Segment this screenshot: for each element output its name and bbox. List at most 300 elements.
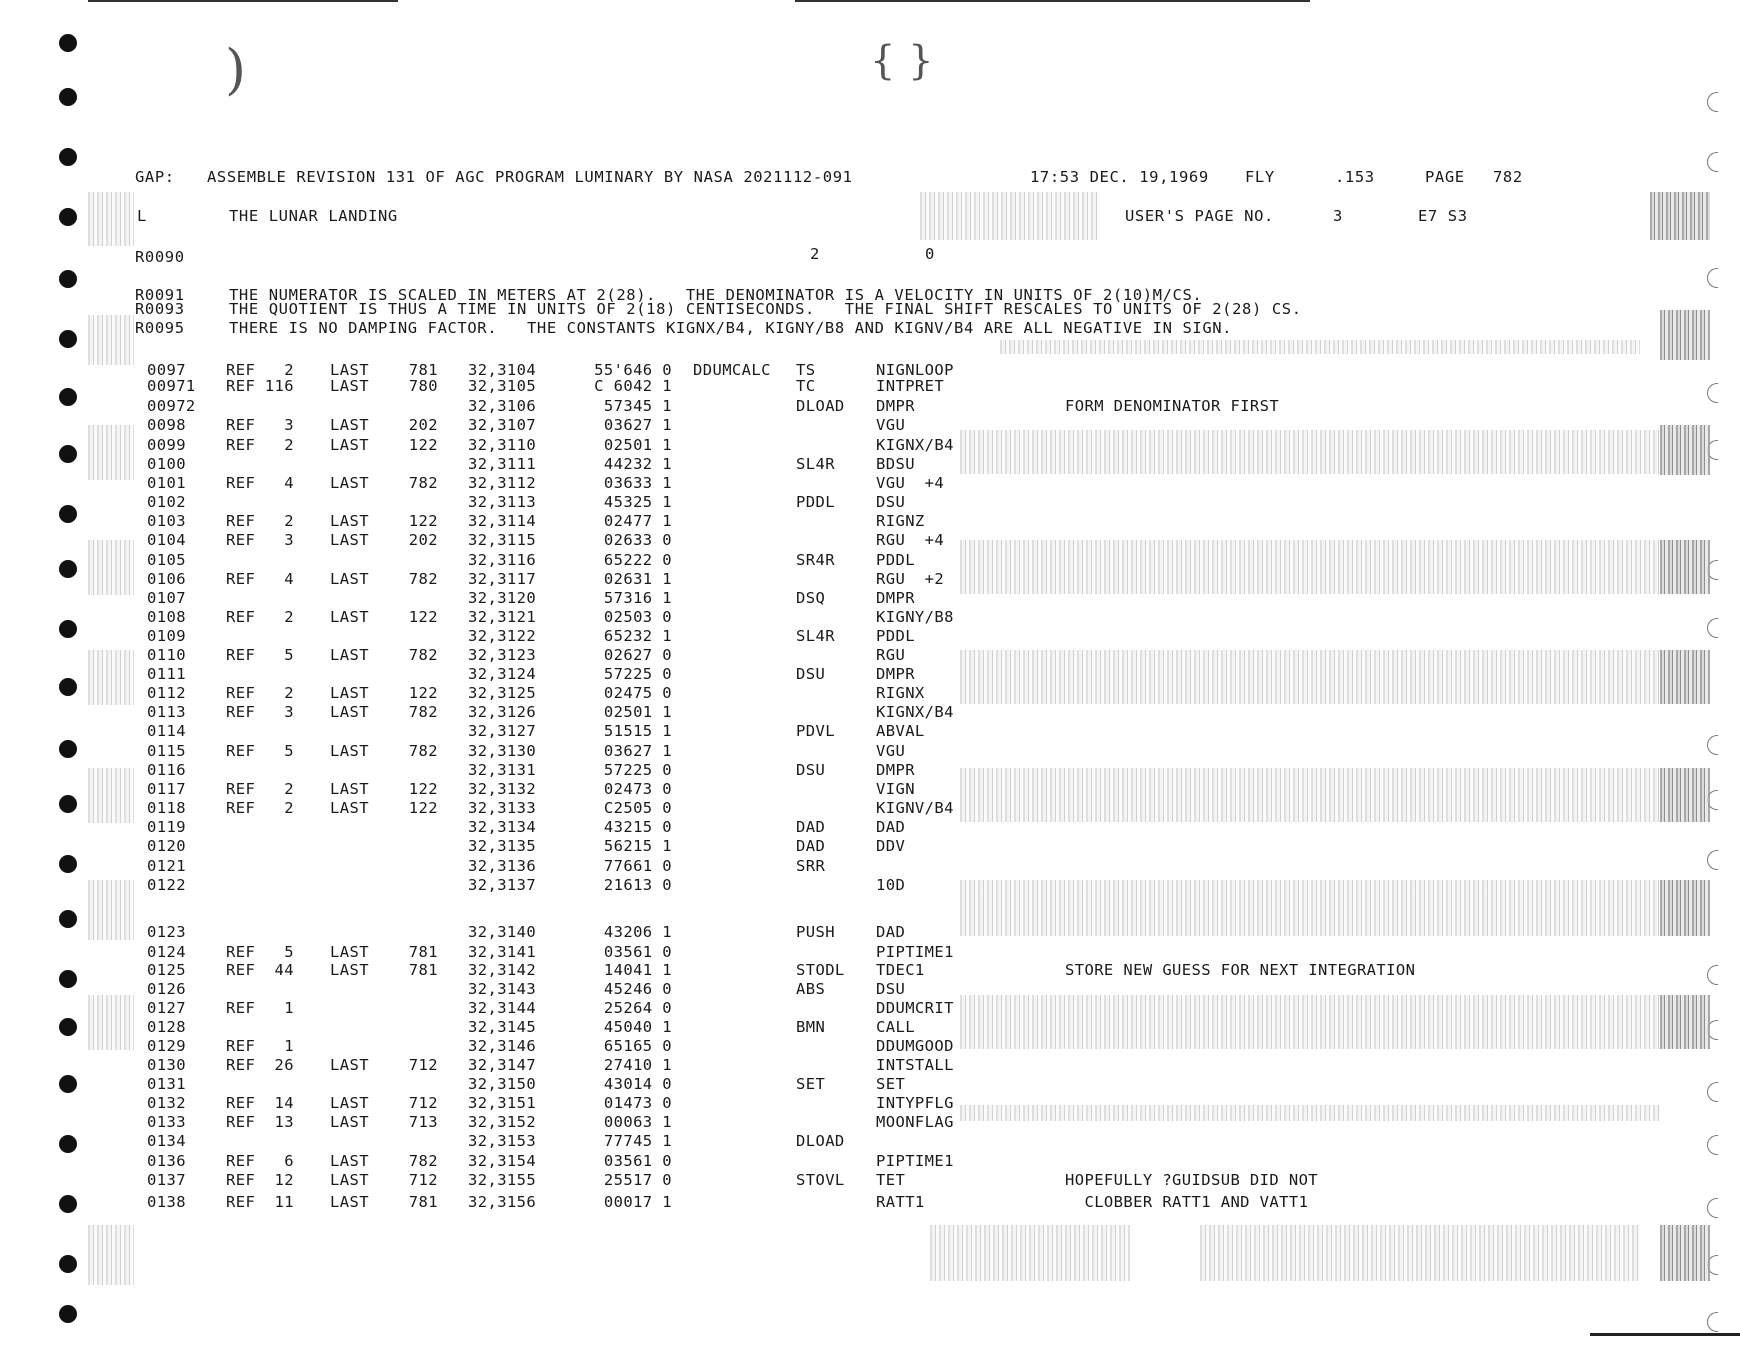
cell-seq: 0102 [147, 493, 186, 511]
cell-seq: 0136 [147, 1152, 186, 1170]
cell-lastn: 122 [408, 608, 438, 626]
cell-ref: REF [226, 961, 256, 979]
cell-op: SL4R [796, 627, 835, 645]
cell-code: 03561 0 [603, 943, 672, 961]
cell-cmt: STORE NEW GUESS FOR NEXT INTEGRATION [1065, 961, 1416, 979]
cell-seq: 0107 [147, 589, 186, 607]
cell-seq: 0109 [147, 627, 186, 645]
cell-lastn: 782 [408, 646, 438, 664]
cell-arg: RIGNZ [876, 512, 925, 530]
users-page-suffix: E7 S3 [1418, 207, 1468, 225]
cell-arg: KIGNY/B8 [876, 608, 954, 626]
cell-seq: 0097 [147, 361, 186, 379]
cell-op: STOVL [796, 1171, 845, 1189]
cell-addr: 32,3135 [468, 837, 537, 855]
scan-noise [1660, 310, 1710, 360]
cell-seq: 0127 [147, 999, 186, 1017]
fly-number: .153 [1335, 168, 1375, 186]
cell-arg: DMPR [876, 665, 915, 683]
cell-code: 00017 1 [603, 1193, 672, 1211]
cell-code: 02501 1 [603, 436, 672, 454]
cell-seq: 0126 [147, 980, 186, 998]
listing-row [0, 436, 1740, 455]
section-letter: L [137, 207, 147, 225]
cell-addr: 32,3121 [468, 608, 537, 626]
cell-refn: 6 [284, 1152, 294, 1170]
cell-last: LAST [330, 943, 369, 961]
cell-seq: 0134 [147, 1132, 186, 1150]
listing-row [0, 627, 1740, 646]
cell-refn: 11 [274, 1193, 294, 1211]
binder-hole [59, 208, 77, 226]
remark-id: R0090 [135, 248, 185, 266]
listing-row [0, 703, 1740, 722]
listing-row [0, 722, 1740, 741]
cell-addr: 32,3140 [468, 923, 537, 941]
cell-op: SR4R [796, 551, 835, 569]
cell-arg: CALL [876, 1018, 915, 1036]
cell-op: DLOAD [796, 397, 845, 415]
listing-row [0, 818, 1740, 837]
cell-seq: 0113 [147, 703, 186, 721]
cell-addr: 32,3132 [468, 780, 537, 798]
cell-arg: DMPR [876, 761, 915, 779]
listing-row [0, 665, 1740, 684]
cell-last: LAST [330, 1056, 369, 1074]
cell-op: SRR [796, 857, 826, 875]
cell-arg: VIGN [876, 780, 915, 798]
cell-addr: 32,3105 [468, 377, 537, 395]
cell-addr: 32,3150 [468, 1075, 537, 1093]
cell-arg: RGU +2 [876, 570, 945, 588]
listing-row [0, 1075, 1740, 1094]
cell-arg: DMPR [876, 589, 915, 607]
cell-last: LAST [330, 570, 369, 588]
cell-code: 57225 0 [603, 665, 672, 683]
cell-last: LAST [330, 799, 369, 817]
cell-refn: 2 [284, 608, 294, 626]
cell-arg: DDUMGOOD [876, 1037, 954, 1055]
cell-refn: 2 [284, 436, 294, 454]
cell-arg: TET [876, 1171, 906, 1189]
listing-row [0, 531, 1740, 550]
cell-last: LAST [330, 436, 369, 454]
listing-row [0, 684, 1740, 703]
listing-row [0, 1132, 1740, 1151]
cell-code: 01473 0 [603, 1094, 672, 1112]
cell-seq: 0104 [147, 531, 186, 549]
cell-op: DAD [796, 837, 826, 855]
listing-row [0, 397, 1740, 416]
cell-ref: REF [226, 780, 256, 798]
cell-addr: 32,3152 [468, 1113, 537, 1131]
cell-ref: REF [226, 608, 256, 626]
cell-code: 44232 1 [603, 455, 672, 473]
cell-addr: 32,3104 [468, 361, 537, 379]
binder-hole [59, 88, 77, 106]
cell-ref: REF [226, 1037, 256, 1055]
cell-seq: 0123 [147, 923, 186, 941]
cell-arg: SET [876, 1075, 906, 1093]
cell-code: 03561 0 [603, 1152, 672, 1170]
cell-seq: 0112 [147, 684, 186, 702]
cell-lastn: 712 [408, 1094, 438, 1112]
cell-seq: 0101 [147, 474, 186, 492]
page-label: PAGE [1425, 168, 1465, 186]
listing-row [0, 589, 1740, 608]
listing-row [0, 416, 1740, 435]
cell-last: LAST [330, 531, 369, 549]
cell-seq: 0119 [147, 818, 186, 836]
cell-refn: 2 [284, 512, 294, 530]
cell-arg: PDDL [876, 551, 915, 569]
cell-last: LAST [330, 703, 369, 721]
cell-cmt: FORM DENOMINATOR FIRST [1065, 397, 1280, 415]
listing-row [0, 1018, 1740, 1037]
cell-seq: 0103 [147, 512, 186, 530]
cell-lastn: 782 [408, 570, 438, 588]
cell-refn: 2 [284, 780, 294, 798]
remark-id: R0095 [135, 319, 185, 337]
listing-row [0, 493, 1740, 512]
cell-code: 21613 0 [603, 876, 672, 894]
cell-code: 02473 0 [603, 780, 672, 798]
cell-lastn: 781 [408, 961, 438, 979]
listing-row [0, 1152, 1740, 1171]
cell-refn: 3 [284, 703, 294, 721]
cell-seq: 0106 [147, 570, 186, 588]
cell-seq: 0111 [147, 665, 186, 683]
cell-addr: 32,3147 [468, 1056, 537, 1074]
cell-code: 57225 0 [603, 761, 672, 779]
cell-arg: KIGNV/B4 [876, 799, 954, 817]
cell-ref: REF [226, 999, 256, 1017]
cell-code: 43014 0 [603, 1075, 672, 1093]
cell-code: 03627 1 [603, 742, 672, 760]
cell-arg: PIPTIME1 [876, 943, 954, 961]
cell-arg: NIGNLOOP [876, 361, 954, 379]
remark-text: THE QUOTIENT IS THUS A TIME IN UNITS OF 2(18) CENTISECONDS. THE FINAL SHIFT RESCALES TO UNITS OF 2(28) CS. [229, 300, 1302, 318]
cell-seq: 00972 [147, 397, 196, 415]
scan-noise [1200, 1225, 1640, 1281]
cell-arg: BDSU [876, 455, 915, 473]
cell-code: 25264 0 [603, 999, 672, 1017]
top-rule [88, 0, 398, 2]
cell-op: SET [796, 1075, 826, 1093]
cell-seq: 00971 [147, 377, 196, 395]
cell-code: 02475 0 [603, 684, 672, 702]
cell-arg: TDEC1 [876, 961, 925, 979]
binder-hole [59, 1305, 77, 1323]
cell-seq: 0116 [147, 761, 186, 779]
cell-lastn: 781 [408, 361, 438, 379]
cell-seq: 0120 [147, 837, 186, 855]
cell-op: SL4R [796, 455, 835, 473]
cell-refn: 1 [284, 999, 294, 1017]
cell-code: C2505 0 [603, 799, 672, 817]
cell-addr: 32,3142 [468, 961, 537, 979]
remark-digit: 2 [810, 245, 820, 263]
cell-op: DSQ [796, 589, 826, 607]
cell-code: 77661 0 [603, 857, 672, 875]
cell-lastn: 712 [408, 1056, 438, 1074]
cell-code: 65232 1 [603, 627, 672, 645]
cell-addr: 32,3125 [468, 684, 537, 702]
binder-hole [59, 1255, 77, 1273]
cell-addr: 32,3146 [468, 1037, 537, 1055]
cell-arg: VGU [876, 416, 906, 434]
cell-arg: DDV [876, 837, 906, 855]
listing-row [0, 455, 1740, 474]
cell-lastn: 780 [408, 377, 438, 395]
cell-lastn: 781 [408, 943, 438, 961]
cell-addr: 32,3127 [468, 722, 537, 740]
cell-addr: 32,3151 [468, 1094, 537, 1112]
cell-arg: INTYPFLG [876, 1094, 954, 1112]
scan-noise [1000, 340, 1640, 354]
cell-addr: 32,3113 [468, 493, 537, 511]
binder-hole [59, 330, 77, 348]
cell-arg: ABVAL [876, 722, 925, 740]
cell-seq: 0124 [147, 943, 186, 961]
cell-addr: 32,3123 [468, 646, 537, 664]
cell-op: TC [796, 377, 816, 395]
cell-last: LAST [330, 474, 369, 492]
cell-ref: REF [226, 361, 256, 379]
cell-lastn: 782 [408, 1152, 438, 1170]
listing-row [0, 961, 1740, 980]
bottom-rule [1590, 1333, 1740, 1336]
cell-seq: 0122 [147, 876, 186, 894]
cell-code: 45325 1 [603, 493, 672, 511]
cell-ref: REF [226, 1094, 256, 1112]
listing-row [0, 1037, 1740, 1056]
cell-addr: 32,3126 [468, 703, 537, 721]
cell-arg: DSU [876, 493, 906, 511]
cell-code: 25517 0 [603, 1171, 672, 1189]
cell-code: 14041 1 [603, 961, 672, 979]
cell-last: LAST [330, 684, 369, 702]
cell-code: 45040 1 [603, 1018, 672, 1036]
listing-row [0, 1193, 1740, 1212]
edge-mark [1707, 152, 1718, 172]
cell-addr: 32,3134 [468, 818, 537, 836]
cell-arg: INTSTALL [876, 1056, 954, 1074]
listing-row [0, 1171, 1740, 1190]
cell-ref: REF [226, 474, 256, 492]
scribble-mark: ) [225, 38, 247, 101]
cell-refn: 116 [264, 377, 294, 395]
cell-lastn: 202 [408, 531, 438, 549]
cell-code: 65222 0 [603, 551, 672, 569]
cell-last: LAST [330, 1113, 369, 1131]
cell-seq: 0110 [147, 646, 186, 664]
cell-ref: REF [226, 1113, 256, 1131]
cell-seq: 0133 [147, 1113, 186, 1131]
users-page-label: USER'S PAGE NO. [1125, 207, 1274, 225]
scan-noise [88, 1225, 134, 1285]
cell-arg: RGU [876, 646, 906, 664]
cell-op: BMN [796, 1018, 826, 1036]
top-rule [795, 0, 1310, 2]
cell-refn: 4 [284, 570, 294, 588]
cell-code: 02633 0 [603, 531, 672, 549]
assemble-title: ASSEMBLE REVISION 131 OF AGC PROGRAM LUMINARY BY NASA 2021112-091 [207, 168, 853, 186]
scan-noise [930, 1225, 1130, 1281]
cell-cmt: HOPEFULLY ?GUIDSUB DID NOT [1065, 1171, 1319, 1189]
print-datetime: 17:53 DEC. 19,1969 [1030, 168, 1209, 186]
cell-lastn: 782 [408, 703, 438, 721]
cell-last: LAST [330, 780, 369, 798]
cell-addr: 32,3154 [468, 1152, 537, 1170]
edge-mark [1707, 1312, 1718, 1332]
cell-ref: REF [226, 570, 256, 588]
cell-code: 02627 0 [603, 646, 672, 664]
cell-arg: RATT1 [876, 1193, 925, 1211]
cell-lastn: 782 [408, 474, 438, 492]
remark-digit: 0 [925, 245, 935, 263]
cell-addr: 32,3115 [468, 531, 537, 549]
cell-code: C 6042 1 [594, 377, 672, 395]
listing-row [0, 999, 1740, 1018]
cell-ref: REF [226, 436, 256, 454]
cell-code: 02501 1 [603, 703, 672, 721]
cell-ref: REF [226, 703, 256, 721]
cell-arg: PDDL [876, 627, 915, 645]
listing-row [0, 646, 1740, 665]
cell-code: 27410 1 [603, 1056, 672, 1074]
section-title: THE LUNAR LANDING [229, 207, 398, 225]
cell-code: 45246 0 [603, 980, 672, 998]
cell-refn: 14 [274, 1094, 294, 1112]
cell-ref: REF [226, 943, 256, 961]
cell-addr: 32,3120 [468, 589, 537, 607]
cell-last: LAST [330, 377, 369, 395]
cell-refn: 2 [284, 684, 294, 702]
cell-seq: 0131 [147, 1075, 186, 1093]
cell-refn: 26 [274, 1056, 294, 1074]
cell-arg: MOONFLAG [876, 1113, 954, 1131]
cell-arg: DSU [876, 980, 906, 998]
cell-op: TS [796, 361, 816, 379]
cell-code: 43206 1 [603, 923, 672, 941]
cell-refn: 5 [284, 742, 294, 760]
cell-arg: DAD [876, 818, 906, 836]
cell-op: PDVL [796, 722, 835, 740]
listing-row [0, 1094, 1740, 1113]
listing-row [0, 570, 1740, 589]
cell-seq: 0118 [147, 799, 186, 817]
cell-code: 57316 1 [603, 589, 672, 607]
cell-code: 56215 1 [603, 837, 672, 855]
cell-last: LAST [330, 1171, 369, 1189]
remark-id: R0093 [135, 300, 185, 318]
listing-row [0, 799, 1740, 818]
cell-seq: 0130 [147, 1056, 186, 1074]
cell-ref: REF [226, 684, 256, 702]
users-page-number: 3 [1333, 207, 1343, 225]
cell-addr: 32,3145 [468, 1018, 537, 1036]
cell-addr: 32,3144 [468, 999, 537, 1017]
cell-seq: 0117 [147, 780, 186, 798]
cell-lastn: 713 [408, 1113, 438, 1131]
cell-code: 02503 0 [603, 608, 672, 626]
cell-op: DAD [796, 818, 826, 836]
cell-code: 02477 1 [603, 512, 672, 530]
cell-ref: REF [226, 531, 256, 549]
cell-addr: 32,3112 [468, 474, 537, 492]
cell-arg: VGU [876, 742, 906, 760]
cell-code: 02631 1 [603, 570, 672, 588]
cell-op: DSU [796, 665, 826, 683]
cell-arg: RGU +4 [876, 531, 945, 549]
binder-hole [59, 270, 77, 288]
cell-addr: 32,3156 [468, 1193, 537, 1211]
cell-addr: 32,3122 [468, 627, 537, 645]
cell-lastn: 122 [408, 436, 438, 454]
cell-seq: 0100 [147, 455, 186, 473]
cell-refn: 5 [284, 646, 294, 664]
cell-op: DLOAD [796, 1132, 845, 1150]
cell-seq: 0125 [147, 961, 186, 979]
cell-seq: 0138 [147, 1193, 186, 1211]
cell-lastn: 122 [408, 780, 438, 798]
cell-seq: 0121 [147, 857, 186, 875]
cell-seq: 0098 [147, 416, 186, 434]
cell-last: LAST [330, 646, 369, 664]
cell-seq: 0115 [147, 742, 186, 760]
cell-op: STODL [796, 961, 845, 979]
scan-noise [920, 192, 1100, 240]
cell-last: LAST [330, 361, 369, 379]
cell-cmt: CLOBBER RATT1 AND VATT1 [1065, 1193, 1309, 1211]
cell-refn: 12 [274, 1171, 294, 1189]
scan-noise [88, 315, 134, 365]
cell-last: LAST [330, 1152, 369, 1170]
listing-row [0, 923, 1740, 942]
cell-addr: 32,3117 [468, 570, 537, 588]
listing-row [0, 1056, 1740, 1075]
cell-lastn: 712 [408, 1171, 438, 1189]
cell-seq: 0105 [147, 551, 186, 569]
edge-mark [1707, 268, 1718, 288]
listing-row [0, 943, 1740, 962]
cell-addr: 32,3124 [468, 665, 537, 683]
cell-refn: 5 [284, 943, 294, 961]
scribble-mark: { } [870, 38, 934, 84]
cell-seq: 0129 [147, 1037, 186, 1055]
cell-arg: 10D [876, 876, 906, 894]
cell-addr: 32,3111 [468, 455, 537, 473]
scan-noise [88, 192, 134, 246]
cell-refn: 1 [284, 1037, 294, 1055]
cell-last: LAST [330, 742, 369, 760]
cell-arg: PIPTIME1 [876, 1152, 954, 1170]
cell-code: 77745 1 [603, 1132, 672, 1150]
gap-label: GAP: [135, 168, 175, 186]
listing-row [0, 377, 1740, 396]
cell-last: LAST [330, 961, 369, 979]
listing-row [0, 742, 1740, 761]
cell-arg: INTPRET [876, 377, 945, 395]
cell-refn: 2 [284, 361, 294, 379]
cell-arg: DMPR [876, 397, 915, 415]
cell-lastn: 122 [408, 799, 438, 817]
listing-row [0, 512, 1740, 531]
fly-label: FLY [1245, 168, 1275, 186]
cell-addr: 32,3155 [468, 1171, 537, 1189]
listing-row [0, 857, 1740, 876]
